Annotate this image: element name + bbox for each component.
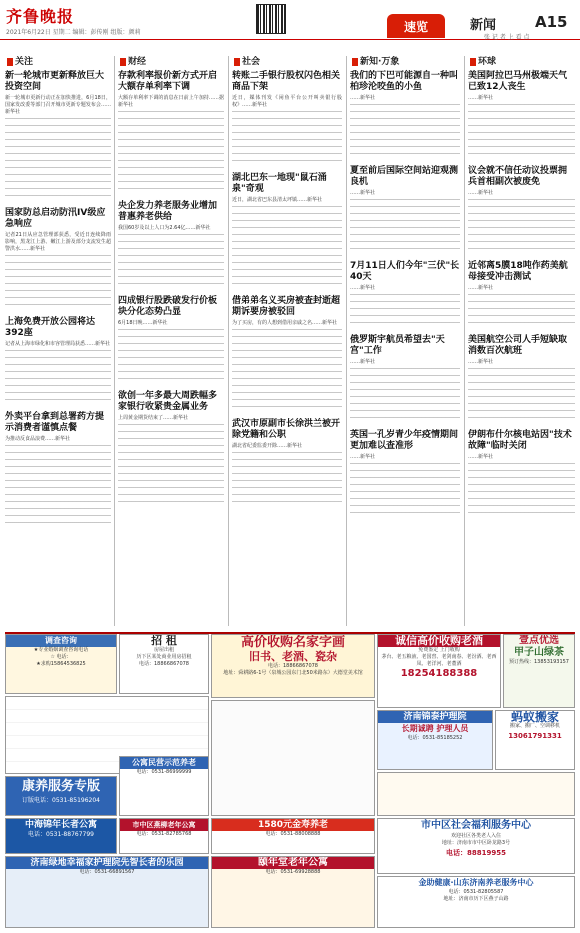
article: 英国一孔岁青少年疫情期间更加难以查准形 ……新华社 [350, 430, 460, 519]
article: 7月11日人们今年"三伏"长40天 ……新华社 [350, 261, 460, 329]
section-tab [387, 14, 445, 38]
ad-moving: 蚂蚁搬家 搬家、搬厂、空调移机 13061791331 [495, 710, 575, 770]
section-heading: 环球 [468, 56, 575, 68]
column-name: 新闻 [470, 18, 497, 33]
article: 央企发力养老服务业增加普惠养老供给 我国60岁及以上人口为2.64亿……新华社 [118, 201, 224, 290]
ad-nursing-home: 济南锦泰护理院 长期诚聘 护理人员 电话：0531-85185252 [377, 710, 493, 770]
ad-rent: 招 租 房屋出租 历下区某处商业用房招租 电话：18866867078 [119, 634, 209, 694]
article: 议会就不信任动议投票拥兵首相副次被废免 ……新华社 [468, 166, 575, 255]
article: 新一轮城市更新释放巨大投资空间 新一轮城市更新行动正在加快推进，6月18日，国家发改委等部门召开城市更新专题发布会……新华社 [5, 71, 111, 202]
article: 夏至前后国际空间站迎观测良机 ……新华社 [350, 166, 460, 255]
article: 欲创一年多最大周跌幅多家银行收紧贵金属业务 上周黄金期货结束了……新华社 [118, 391, 224, 508]
ad-misc [377, 772, 575, 816]
article: 转账二手银行股权闪色相关商品下架 近日，媒体刊发《闲鱼平台公开叫卖银行股权》……新华社 [232, 71, 342, 167]
article: 上海免费开放公园将达392座 记者从上海市绿化和市容管理局获悉……新华社 [5, 317, 111, 406]
section-heading: 社会 [232, 56, 342, 68]
article: 存款利率报价新方式开启大额存单利率下调 大额存单利率下调的消息在日前上午加持……据新华社 [118, 71, 224, 195]
article: 武汉市原副市长徐洪兰被开除党籍和公职 湖北省纪委监委开除……新华社 [232, 419, 342, 508]
ad-yanliu: 市中区燕柳老年公寓 电话：0531-82785768 [119, 818, 209, 854]
ad-jinzhu: 金助健康·山东济南养老服务中心 电话：0531-82805587 地址：济南市历下区燕子山路 [377, 876, 575, 928]
article: 借弟弟名义买房被查封逝超期诉要房被驳回 为了买房，有的人想到借用亲戚之名……新华社 [232, 296, 342, 413]
ad-tea: 壹点优选 甲子山绿茶 预订热线：13853193157 [503, 634, 575, 708]
article: 我们的下巴可能源自一种叫柏珍沦咬鱼的小鱼 ……新华社 [350, 71, 460, 160]
article: 外卖平台拿到总署药方提示消费者谨慎点餐 为推动反食品浪费……新华社 [5, 412, 111, 529]
article: 湖北巴东一地现"鼠石涌泉"奇观 近日，湖北省巴东县清太坪镇……新华社 [232, 173, 342, 290]
ad-pension-demo: 公寓民营示范养老 电话：0531-86999999 [119, 756, 209, 816]
section-heading: 财经 [118, 56, 224, 68]
article: 四成银行股跌破发行价板块分化态势凸显 6月18日晚……新华社 [118, 296, 224, 385]
page-number: A15 [535, 13, 568, 31]
ad-jinshou: 1580元金寿养老 电话：0531-88008888 [211, 818, 375, 854]
ad-services [211, 700, 375, 816]
column-shehui [232, 56, 342, 626]
newspaper-logo: 齐鲁晚报 [6, 7, 75, 26]
article: 国家防总启动防汛IV级应急响应 记者21日从应急管理部获悉，受近日连续降雨影响，黑龙江上游、嫩江上游及部分支流发生超警洪水……新华社 [5, 208, 111, 311]
classified-ads [5, 632, 575, 928]
section-heading: 新知·万象 [350, 56, 460, 68]
article: 伊朗布什尔核电站因"技术故障"临时关闭 ……新华社 [468, 430, 575, 519]
section-tab-label: 速览 [403, 20, 428, 34]
column-caijing [118, 56, 224, 626]
dateline: 2021年6月22日 星期二 编辑：彭传刚 组版：颜莉 [6, 29, 141, 36]
ad-lvdi: 济南绿地幸福家护理院先智长者的乐园 电话：0531-66891567 [5, 856, 209, 928]
masthead [0, 0, 580, 40]
ad-welfare-center: 市中区社会福利服务中心 欢迎社区各类老人入住 地址：济南市市中区卧龙路3号 电话：88819955 [377, 818, 575, 874]
barcode-icon [256, 4, 286, 34]
ad-elderly-care-section: 康养服务专版 订版电话：0531-85196204 [5, 776, 117, 816]
column-xinzhi [350, 56, 460, 626]
column-huanqiu [468, 56, 575, 626]
ad-liquor: 诚信高价收购老酒 免费鉴定 上门收购 茅台、老五粮液、老国窖、老剑南春、老汾酒、老西凤、老洋河、老董酒 18254188388 [377, 634, 501, 708]
byline: 张 记 者 上 看 点 [484, 34, 530, 41]
ad-survey: 调查咨询 ★专业婚姻调查咨询电话 ☆ 电话： ★求购15864536825 [5, 634, 117, 694]
ad-calligraphy: 高价收购名家字画 旧书、老酒、瓷杂 电话：18866867078 地址：舜耕路6-1号（泉城公园东门北50米路东）大德堂美术馆 [211, 634, 375, 698]
ad-zhonghai: 中海锦年长者公寓 电话：0531-88767799 [5, 818, 117, 854]
ad-yinian: 颐年堂老年公寓 电话：0531-69928888 [211, 856, 375, 928]
article: 近邻离5膜18吨作药美航母接受冲击测试 ……新华社 [468, 261, 575, 329]
column-guanzhu [5, 56, 111, 626]
article: 美国航空公司人手短缺取消数百次航班 ……新华社 [468, 335, 575, 424]
article: 美国阿拉巴马州极端天气已致12人丧生 ……新华社 [468, 71, 575, 160]
section-heading: 关注 [5, 56, 111, 68]
article: 俄罗斯宇航员希望去"天宫"工作 ……新华社 [350, 335, 460, 424]
